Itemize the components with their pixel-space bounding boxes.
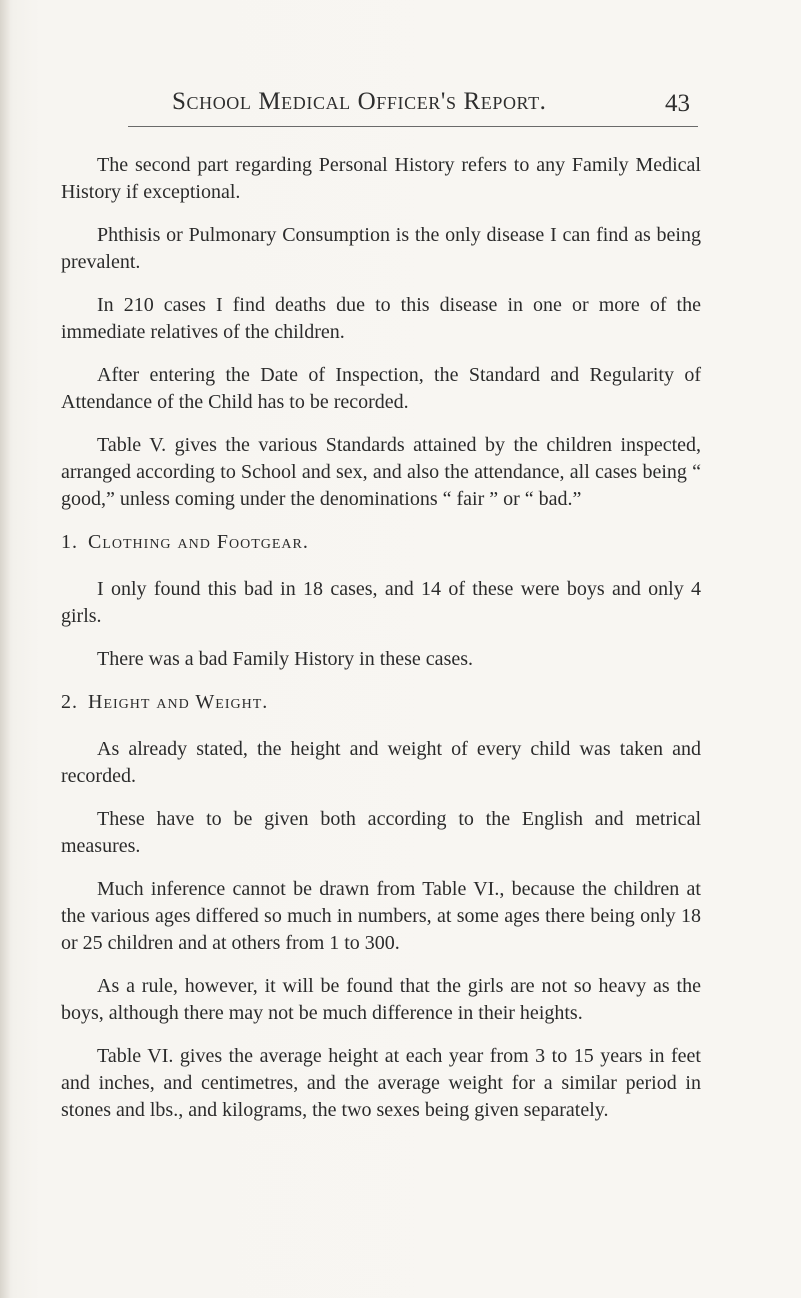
section-number: 1. bbox=[61, 531, 78, 553]
paragraph: Table V. gives the various Standards attained by the children inspected, arranged according to School and sex, and also the attendance, all cases being “ good,” unless coming under the denominations “ fair ” or “ bad.” bbox=[61, 434, 701, 510]
paragraph: The second part regarding Personal History refers to any Family Medical History if exceptional. bbox=[61, 154, 701, 203]
running-title: School Medical Officer's Report. bbox=[172, 88, 547, 115]
page-header bbox=[128, 88, 698, 128]
paragraph: There was a bad Family History in these cases. bbox=[97, 648, 474, 670]
paragraph: Table VI. gives the average height at each year from 3 to 15 years in feet and inches, and centimetres, and the average weight for a similar period in stones and lbs., and kilograms, the two sexes being given separately. bbox=[61, 1045, 701, 1121]
paragraph: After entering the Date of Inspection, the Standard and Regularity of Attendance of the Child has to be recorded. bbox=[61, 364, 701, 413]
section-number: 2. bbox=[61, 691, 78, 713]
section-title: Height and Weight. bbox=[88, 691, 269, 713]
section-title: Clothing and Footgear. bbox=[88, 531, 309, 553]
paragraph: I only found this bad in 18 cases, and 14 of these were boys and only 4 girls. bbox=[61, 578, 701, 627]
paragraph: As already stated, the height and weight of every child was taken and recorded. bbox=[61, 738, 701, 787]
paragraph: As a rule, however, it will be found that the girls are not so heavy as the boys, although there may not be much difference in their heights. bbox=[61, 975, 701, 1024]
paragraph: Much inference cannot be drawn from Table VI., because the children at the various ages differed so much in numbers, at some ages there being only 18 or 25 children and at others from 1 to 300. bbox=[61, 878, 701, 954]
section-heading bbox=[61, 689, 701, 716]
paragraph: These have to be given both according to the English and metrical measures. bbox=[61, 808, 701, 857]
header-rule bbox=[128, 126, 698, 127]
section-heading bbox=[61, 529, 701, 556]
paragraph: In 210 cases I find deaths due to this disease in one or more of the immediate relatives of the children. bbox=[61, 294, 701, 343]
body-text bbox=[61, 152, 701, 1140]
page-number: 43 bbox=[665, 90, 690, 117]
paragraph: Phthisis or Pulmonary Consumption is the only disease I can find as being prevalent. bbox=[61, 224, 701, 273]
page-spine-shadow bbox=[0, 0, 10, 1298]
